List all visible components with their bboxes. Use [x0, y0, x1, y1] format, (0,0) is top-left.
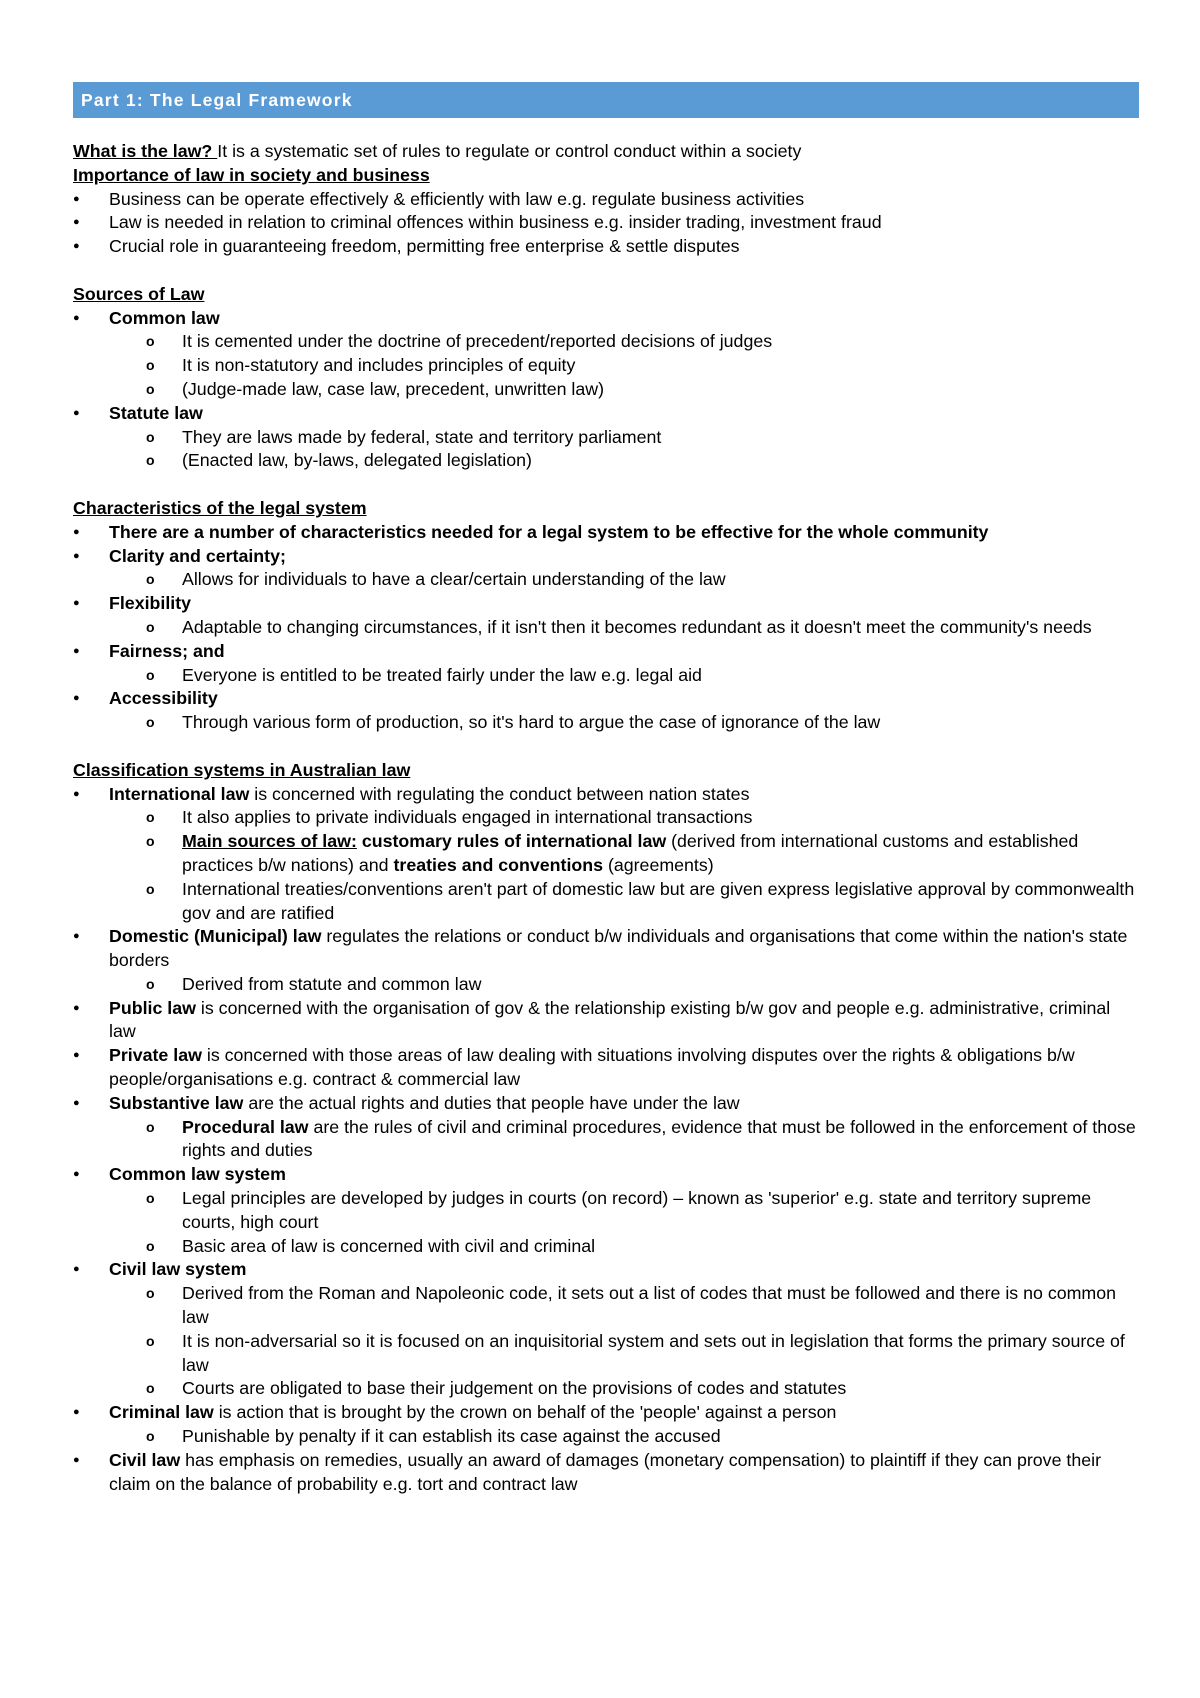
sub-item: o They are laws made by federal, state and territory parliament	[73, 426, 1139, 450]
sub-item: o Legal principles are developed by judges in courts (on record) – known as 'superior' e.g. state and territory supreme courts, high court	[73, 1187, 1139, 1235]
sub-item: o Main sources of law: customary rules of international law (derived from international customs and established practices b/w nations) and treaties and conventions (agreements)	[73, 830, 1139, 878]
list-item: ● Crucial role in guaranteeing freedom, permitting free enterprise & settle disputes	[73, 235, 1139, 259]
sub-item: o It is non-statutory and includes principles of equity	[73, 354, 1139, 378]
sub-item: o Allows for individuals to have a clear/certain understanding of the law	[73, 568, 1139, 592]
sub-item: o Everyone is entitled to be treated fairly under the law e.g. legal aid	[73, 664, 1139, 688]
substantive-law-term: Substantive law	[109, 1092, 244, 1113]
international-law-term: International law	[109, 783, 250, 804]
statute-law-title: Statute law	[109, 402, 203, 423]
characteristics-intro: There are a number of characteristics needed for a legal system to be effective for the whole community	[109, 521, 989, 542]
sub-item: o Derived from the Roman and Napoleonic code, it sets out a list of codes that must be followed and there is no common law	[73, 1282, 1139, 1330]
document-page	[73, 82, 1139, 1496]
sub-item: o Derived from statute and common law	[73, 973, 1139, 997]
civil-law-term: Civil law	[109, 1449, 181, 1470]
main-sources-label: Main sources of law:	[182, 831, 357, 852]
common-law-system-title: Common law system	[109, 1164, 286, 1185]
sources-heading: Sources of Law	[73, 283, 205, 304]
clarity-title: Clarity and certainty;	[109, 545, 286, 566]
common-law-title: Common law	[109, 307, 220, 328]
sub-item: o (Judge-made law, case law, precedent, unwritten law)	[73, 378, 1139, 402]
flexibility-title: Flexibility	[109, 593, 192, 614]
private-law-term: Private law	[109, 1045, 202, 1066]
document-body	[73, 118, 1139, 1496]
list-item: ● Business can be operate effectively & efficiently with law e.g. regulate business activities	[73, 188, 1139, 212]
sub-item: o It also applies to private individuals engaged in international transactions	[73, 806, 1139, 830]
accessibility-title: Accessibility	[109, 688, 218, 709]
sub-item: o Basic area of law is concerned with civil and criminal	[73, 1235, 1139, 1259]
list-item: ● Private law is concerned with those areas of law dealing with situations involving disputes over the rights & obligations b/w people/organisations e.g. contract & commercial law	[73, 1044, 1139, 1092]
sub-item: o Punishable by penalty if it can establish its case against the accused	[73, 1425, 1139, 1449]
sub-item: o Adaptable to changing circumstances, if it isn't then it becomes redundant as it doesn't meet the community's needs	[73, 616, 1139, 640]
classification-heading: Classification systems in Australian law	[73, 759, 411, 780]
civil-law-system-title: Civil law system	[109, 1259, 247, 1280]
section-banner: Part 1: The Legal Framework	[73, 82, 1139, 118]
sub-item: o It is non-adversarial so it is focused on an inquisitorial system and sets out in legislation that forms the primary source of law	[73, 1330, 1139, 1378]
public-law-term: Public law	[109, 997, 196, 1018]
list-item: ● Public law is concerned with the organisation of gov & the relationship existing b/w gov and people e.g. administrative, criminal law	[73, 997, 1139, 1045]
law-definition-text: It is a systematic set of rules to regulate or control conduct within a society	[217, 141, 802, 161]
importance-heading: Importance of law in society and business	[73, 164, 430, 185]
list-item: ● Domestic (Municipal) law regulates the relations or conduct b/w individuals and organisations that come within the nation's state borders	[73, 925, 1139, 973]
characteristics-heading: Characteristics of the legal system	[73, 497, 367, 518]
list-item: ● International law is concerned with regulating the conduct between nation states	[73, 783, 1139, 807]
domestic-law-term: Domestic (Municipal) law	[109, 926, 322, 947]
law-definition-term: What is the law?	[73, 141, 218, 161]
sub-item: o (Enacted law, by-laws, delegated legislation)	[73, 449, 1139, 473]
list-item: ● Civil law has emphasis on remedies, usually an award of damages (monetary compensation) to plaintiff if they can prove their claim on the balance of probability e.g. tort and contract law	[73, 1449, 1139, 1497]
sub-item: o International treaties/conventions aren't part of domestic law but are given express legislative approval by commonwealth gov and are ratified	[73, 878, 1139, 926]
list-item: ● Criminal law is action that is brought by the crown on behalf of the 'people' against a person	[73, 1401, 1139, 1425]
list-item: ● Law is needed in relation to criminal offences within business e.g. insider trading, investment fraud	[73, 211, 1139, 235]
sub-item: o It is cemented under the doctrine of precedent/reported decisions of judges	[73, 330, 1139, 354]
law-definition	[73, 140, 1139, 164]
procedural-law-term: Procedural law	[182, 1116, 309, 1137]
list-item: ● Substantive law are the actual rights and duties that people have under the law	[73, 1092, 1139, 1116]
fairness-title: Fairness; and	[109, 640, 225, 661]
sub-item: o Through various form of production, so it's hard to argue the case of ignorance of the law	[73, 711, 1139, 735]
sub-item: o Courts are obligated to base their judgement on the provisions of codes and statutes	[73, 1377, 1139, 1401]
criminal-law-term: Criminal law	[109, 1402, 214, 1423]
sub-item: o Procedural law are the rules of civil and criminal procedures, evidence that must be followed in the enforcement of those rights and duties	[73, 1116, 1139, 1164]
